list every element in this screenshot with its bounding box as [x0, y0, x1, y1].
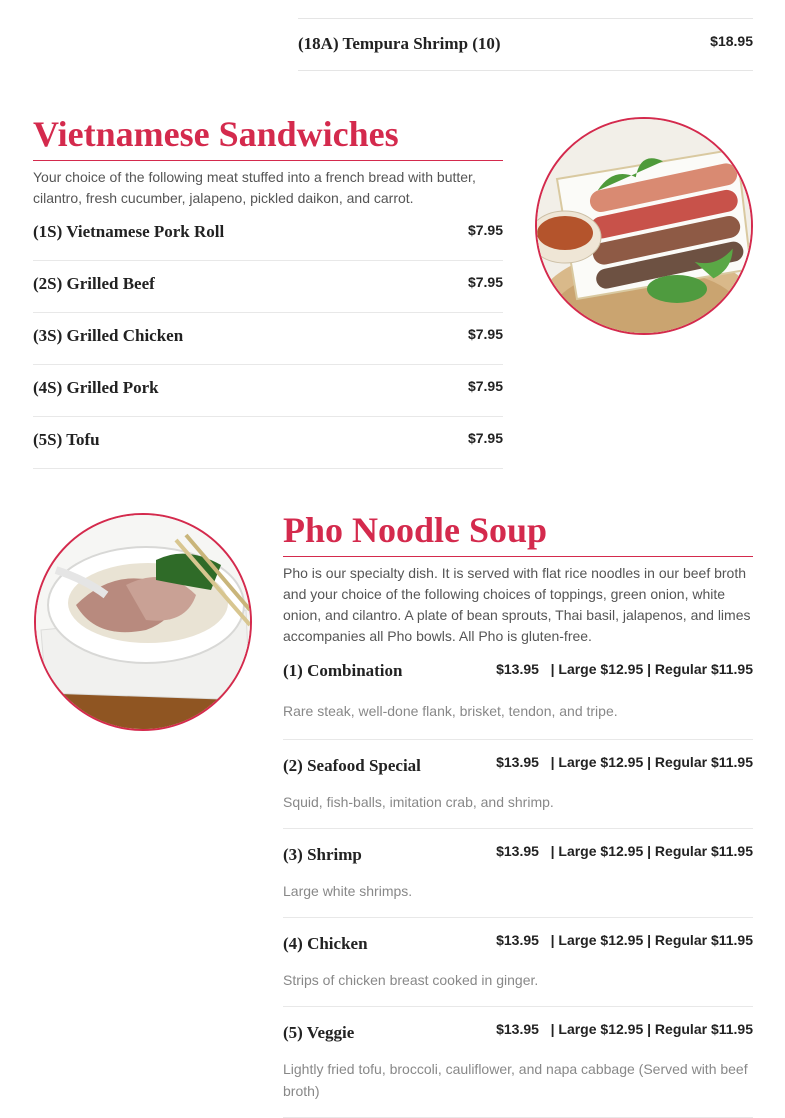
item-name: (5S) Tofu — [33, 430, 100, 449]
menu-item — [283, 829, 753, 918]
item-description: Lightly fried tofu, broccoli, cauliflower, and napa cabbage (Served with beef broth) — [283, 1061, 748, 1099]
price-xl: $13.95 — [496, 843, 539, 859]
price-regular: | Regular $11.95 — [647, 1021, 753, 1037]
spring-rolls-photo — [535, 117, 753, 335]
menu-item — [283, 740, 753, 829]
item-name: (1S) Vietnamese Pork Roll — [33, 222, 225, 241]
menu-item — [33, 261, 503, 313]
section-title: Vietnamese Sandwiches — [33, 110, 503, 161]
item-name: (5) Veggie — [283, 1023, 355, 1042]
menu-item — [283, 918, 753, 1007]
item-prices — [496, 661, 753, 677]
price-xl: $13.95 — [496, 1021, 539, 1037]
pho-bowl-icon — [36, 515, 250, 729]
item-prices — [496, 754, 753, 770]
pho-section — [283, 506, 753, 1118]
item-price: $7.95 — [467, 326, 503, 342]
price-regular: | Regular $11.95 — [647, 754, 753, 770]
menu-item — [283, 661, 753, 740]
item-name: (1) Combination — [283, 661, 403, 680]
price-large: | Large $12.95 — [550, 661, 644, 677]
pho-bowl-photo — [34, 513, 252, 731]
item-price: $7.95 — [467, 222, 503, 238]
section-description: Pho is our specialty dish. It is served with flat rice noodles in our beef broth and your choice of the following choices of toppings, green onion, white onion, and cilantro. A plate of bean sprouts, Thai basil, jalapenos, and limes accompanies all Pho bowls. All Pho is gluten-free. — [283, 565, 751, 644]
item-description: Rare steak, well-done flank, brisket, tendon, and tripe. — [283, 703, 618, 719]
item-price: $18.95 — [710, 33, 753, 49]
section-description: Your choice of the following meat stuffed into a french bread with butter, cilantro, fresh cucumber, jalapeno, pickled daikon, and carrot. — [33, 169, 476, 206]
item-name: (3) Shrimp — [283, 845, 362, 864]
price-xl: $13.95 — [496, 932, 539, 948]
price-regular: | Regular $11.95 — [647, 932, 753, 948]
menu-item — [33, 209, 503, 261]
item-prices — [496, 932, 753, 948]
price-xl: $13.95 — [496, 754, 539, 770]
price-regular: | Regular $11.95 — [647, 661, 753, 677]
price-xl: $13.95 — [496, 661, 539, 677]
menu-item — [33, 365, 503, 417]
item-prices — [496, 1021, 753, 1037]
price-large: | Large $12.95 — [550, 1021, 644, 1037]
item-name: (3S) Grilled Chicken — [33, 326, 184, 345]
menu-item — [298, 18, 753, 71]
menu-item — [33, 313, 503, 365]
item-price: $7.95 — [467, 274, 503, 290]
item-description: Large white shrimps. — [283, 883, 413, 899]
item-name: (2) Seafood Special — [283, 756, 421, 775]
menu-item — [283, 1007, 753, 1118]
item-price: $7.95 — [467, 378, 503, 394]
price-large: | Large $12.95 — [550, 754, 644, 770]
item-description: Strips of chicken breast cooked in ginger. — [283, 972, 539, 988]
spring-rolls-icon — [537, 119, 751, 333]
item-name: (2S) Grilled Beef — [33, 274, 155, 293]
price-large: | Large $12.95 — [550, 843, 644, 859]
item-price: $7.95 — [467, 430, 503, 446]
item-name: (4S) Grilled Pork — [33, 378, 159, 397]
item-description: Squid, fish-balls, imitation crab, and shrimp. — [283, 794, 554, 810]
menu-item — [33, 417, 503, 469]
item-name: (4) Chicken — [283, 934, 368, 953]
sandwiches-section — [33, 110, 503, 469]
item-prices — [496, 843, 753, 859]
section-title: Pho Noodle Soup — [283, 506, 753, 557]
item-name: (18A) Tempura Shrimp (10) — [298, 34, 501, 53]
price-large: | Large $12.95 — [550, 932, 644, 948]
price-regular: | Regular $11.95 — [647, 843, 753, 859]
